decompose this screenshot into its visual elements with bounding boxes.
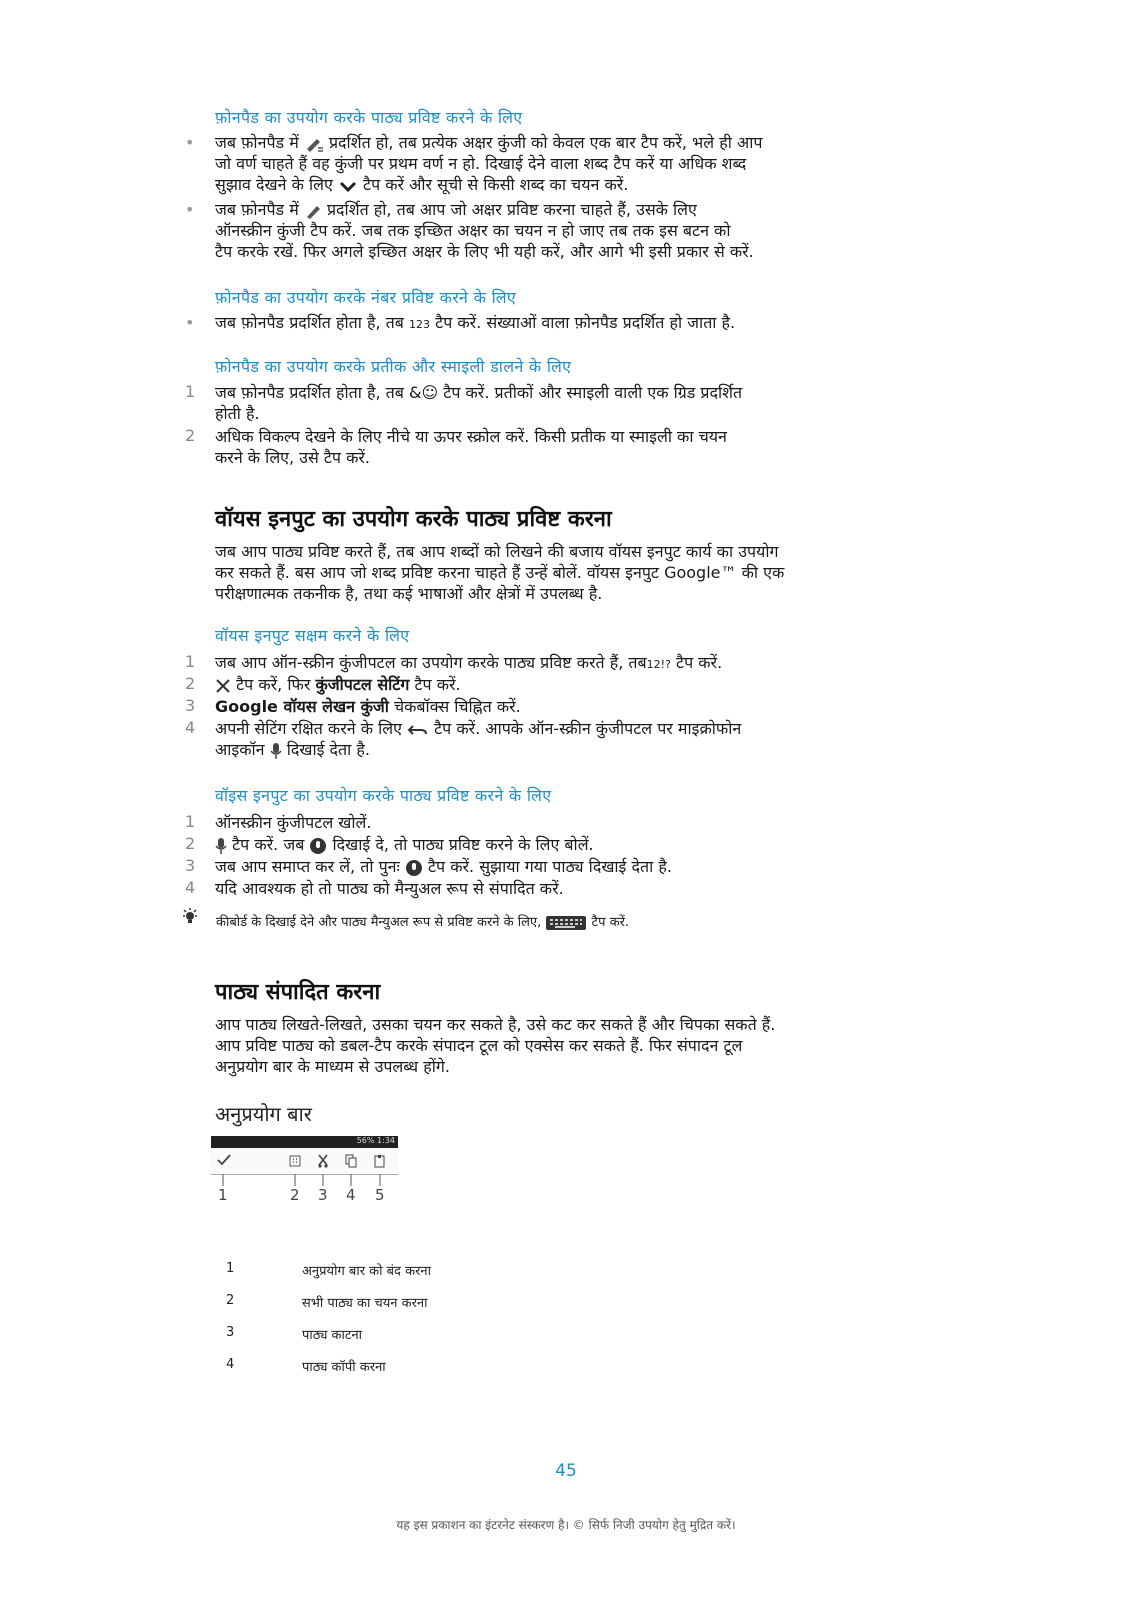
heading-edit-text: पाठ्य संपादित करना [215, 980, 381, 1005]
heading-voice-input: वॉयस इनपुट का उपयोग करके पाठ्य प्रविष्ट करना [215, 507, 612, 532]
text: चेकबॉक्स चिह्नित करें. [393, 697, 521, 716]
settings-tools-icon [215, 678, 231, 694]
text: प्रदर्शित हो, तब आप जो अक्षर प्रविष्ट करना चाहते हैं, उसके लिए [326, 200, 697, 219]
step-number: 1 [185, 652, 196, 671]
text: सुझाव देखने के लिए [215, 175, 333, 194]
text: जब आप पाठ्य प्रविष्ट करते हैं, तब आप शब्दों को लिखने की बजाय वॉयस इनपुट कार्य का उपयोग [215, 542, 779, 561]
legend-number: 2 [226, 1293, 235, 1308]
paragraph [215, 426, 727, 468]
copy-icon [345, 1154, 357, 1168]
keyboard-icon [545, 915, 587, 931]
paragraph [215, 878, 564, 899]
paragraph [215, 812, 371, 833]
text: टैप करें. प्रतीकों और स्माइली वाली एक ग्रिड प्रदर्शित [443, 383, 743, 402]
paragraph [215, 1014, 775, 1077]
app-bar [211, 1148, 398, 1175]
symbols-key-icon: 12!? [646, 658, 671, 671]
callout-number: 2 [290, 1186, 300, 1204]
callout-number: 1 [218, 1186, 228, 1204]
text: होती है. [215, 404, 260, 423]
text: प्रदर्शित हो, तब प्रत्येक अक्षर कुंजी को केवल एक बार टैप करें, भले ही आप [328, 133, 763, 152]
step-number: 1 [185, 812, 196, 831]
recording-mic-icon [309, 837, 327, 855]
paragraph [215, 674, 461, 695]
paragraph [215, 718, 741, 760]
legend-text: सभी पाठ्य का चयन करना [302, 1296, 428, 1311]
step-number: 2 [185, 834, 196, 853]
paragraph [215, 199, 754, 262]
text: यदि आवश्यक हो तो पाठ्य को मैन्युअल रूप से संपादित करें. [215, 879, 564, 898]
step-number: 4 [185, 878, 196, 897]
callout-number: 3 [318, 1186, 328, 1204]
legend-text: पाठ्य काटना [302, 1328, 363, 1343]
pen-multi-icon [304, 136, 324, 152]
check-icon [217, 1154, 231, 1166]
text: टैप करें. [414, 675, 461, 694]
text: टैप करें. आपके ऑन-स्क्रीन कुंजीपटल पर माइक्रोफोन [434, 719, 742, 738]
lightbulb-tip-icon [180, 907, 200, 927]
section-title-symbols: फ़ोनपैड का उपयोग करके प्रतीक और स्माइली डालने के लिए [215, 357, 572, 376]
section-title-phonepad-text: फ़ोनपैड का उपयोग करके पाठ्य प्रविष्ट करने के लिए [215, 108, 523, 127]
paragraph [215, 696, 521, 717]
step-number: 3 [185, 696, 196, 715]
section-title-phonepad-numbers: फ़ोनपैड का उपयोग करके नंबर प्रविष्ट करने के लिए [215, 288, 517, 307]
text: जो वर्ण चाहते हैं वह कुंजी पर प्रथम वर्ण न हो. दिखाई देने वाला शब्द टैप करें या अधिक शब्द [215, 154, 747, 173]
text: आप प्रविष्ट पाठ्य को डबल-टैप करके संपादन टूल को एक्सेस कर सकते हैं. फिर संपादन टूल [215, 1036, 743, 1055]
callout-number: 4 [346, 1186, 356, 1204]
section-title-voice-enter: वॉइस इनपुट का उपयोग करके पाठ्य प्रविष्ट करने के लिए [215, 786, 552, 805]
text: दिखाई देता है. [286, 740, 370, 759]
tip-text [216, 912, 629, 931]
legend-text: पाठ्य कॉपी करना [302, 1360, 386, 1375]
section-title-enable-voice: वॉयस इनपुट सक्षम करने के लिए [215, 626, 410, 645]
text-bold: कुंजीपटल सेटिंग [315, 675, 410, 694]
status-text: 56% 1:34 [356, 1136, 395, 1145]
text: दिखाई दे, तो पाठ्य प्रविष्ट करने के लिए बोलें. [332, 835, 594, 854]
text: जब फ़ोनपैड प्रदर्शित होता है, तब [215, 313, 404, 332]
bullet: • [185, 133, 195, 152]
text: टैप करें, फिर [236, 675, 311, 694]
text: टैप करें. जब [232, 835, 305, 854]
legend-number: 4 [226, 1357, 235, 1372]
text: टैप करें. [676, 653, 723, 672]
text: जब फ़ोनपैड में [215, 133, 299, 152]
status-bar [211, 1136, 398, 1148]
text: जब आप समाप्त कर लें, तो पुनः [215, 857, 400, 876]
legend-number: 3 [226, 1325, 235, 1340]
text: कर सकते हैं. बस आप जो शब्द प्रविष्ट करना चाहते हैं उन्हें बोलें. वॉयस इनपुट Google™ की एक [215, 563, 785, 582]
text: कीबोर्ड के दिखाई देने और पाठ्य मैन्युअल रूप से प्रविष्ट करने के लिए, [216, 915, 542, 930]
callout-number: 5 [375, 1186, 385, 1204]
footer-text: यह इस प्रकाशन का इंटरनेट संस्करण है। © सिर्फ निजी उपयोग हेतु मुद्रित करें। [396, 1518, 736, 1532]
microphone-icon [215, 837, 227, 855]
recording-mic-icon [405, 859, 423, 877]
bullet: • [185, 200, 195, 219]
cut-icon [317, 1154, 329, 1168]
text: करने के लिए, उसे टैप करें. [215, 448, 371, 467]
text: आप पाठ्य लिखते-लिखते, उसका चयन कर सकते है, उसे कट कर सकते हैं और चिपका सकते हैं. [215, 1015, 776, 1034]
text: टैप करें. [591, 915, 630, 930]
paragraph [215, 652, 722, 675]
legend-number: 1 [226, 1261, 235, 1276]
chevron-down-icon [338, 179, 358, 193]
numbers-key-icon: 123 [409, 318, 431, 331]
paragraph [215, 312, 735, 335]
legend-text: अनुप्रयोग बार को बंद करना [302, 1264, 431, 1279]
paragraph [215, 541, 784, 604]
step-number: 1 [185, 382, 196, 401]
text: टैप करें. संख्याओं वाला फ़ोनपैड प्रदर्शित हो जाता है. [435, 313, 736, 332]
text: परीक्षणात्मक तकनीक है, तथा कई भाषाओं और क्षेत्रों में उपलब्ध है. [215, 584, 603, 603]
app-bar-screenshot [211, 1136, 398, 1208]
heading-app-bar: अनुप्रयोग बार [215, 1102, 312, 1126]
back-icon [407, 722, 429, 738]
text: जब फ़ोनपैड प्रदर्शित होता है, तब [215, 383, 404, 402]
text: आइकॉन [215, 740, 265, 759]
page-number: 45 [555, 1461, 577, 1481]
step-number: 3 [185, 856, 196, 875]
text-bold: Google वॉयस लेखन कुंजी [215, 697, 389, 716]
step-number: 2 [185, 426, 196, 445]
text: टैप करें और सूची से किसी शब्द का चयन करें. [363, 175, 629, 194]
step-number: 2 [185, 674, 196, 693]
bullet: • [185, 313, 195, 332]
text: जब आप ऑन-स्क्रीन कुंजीपटल का उपयोग करके पाठ्य प्रविष्ट करते हैं, तब [215, 653, 647, 672]
step-number: 4 [185, 718, 196, 737]
pen-icon [304, 203, 322, 219]
callout-lines [211, 1174, 398, 1188]
paragraph [215, 382, 742, 424]
paragraph [215, 132, 762, 195]
select-all-icon [289, 1155, 301, 1167]
text: ऑनस्क्रीन कुंजी टैप करें. जब तक इच्छित अक्षर का चयन न हो जाए तब तक इस बटन को [215, 221, 731, 240]
text: ऑनस्क्रीन कुंजीपटल खोलें. [215, 813, 372, 832]
paste-icon [374, 1154, 386, 1168]
text: टैप करके रखें. फिर अगले इच्छित अक्षर के लिए भी यही करें, और आगे भी इसी प्रकार से करें. [215, 242, 754, 261]
paragraph [215, 856, 672, 877]
text: अपनी सेटिंग रक्षित करने के लिए [215, 719, 402, 738]
text: टैप करें. सुझाया गया पाठ्य दिखाई देता है. [427, 857, 672, 876]
paragraph [215, 834, 594, 855]
symbols-key-icon: &☺ [409, 383, 439, 402]
text: अनुप्रयोग बार के माध्यम से उपलब्ध होंगे. [215, 1057, 450, 1076]
text: अधिक विकल्प देखने के लिए नीचे या ऊपर स्क्रोल करें. किसी प्रतीक या स्माइली का चयन [215, 427, 727, 446]
text: जब फ़ोनपैड में [215, 200, 299, 219]
microphone-icon [270, 742, 282, 760]
